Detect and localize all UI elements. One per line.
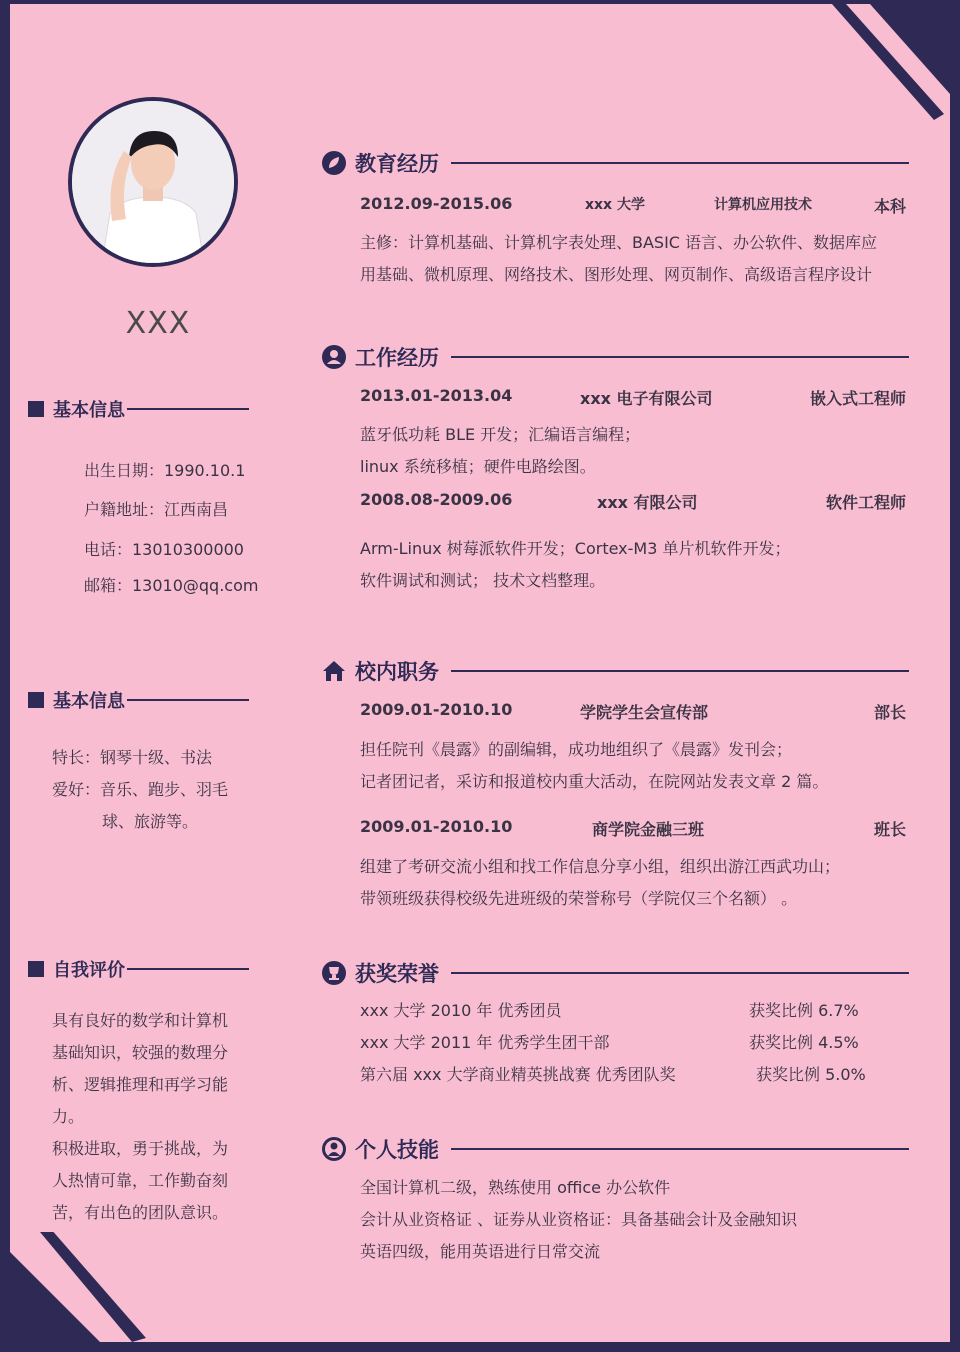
- skill-line: 全国计算机二级，熟练使用 office 办公软件: [360, 1178, 671, 1197]
- person-badge-icon: [320, 343, 348, 371]
- work-row: [360, 386, 906, 408]
- candidate-name: XXX: [125, 306, 191, 341]
- self-eval-line: 人热情可靠，工作勤奋刻: [52, 1171, 229, 1190]
- post-desc-line: 记者团记者，采访和报道校内重大活动，在院网站发表文章 2 篇。: [360, 772, 829, 791]
- heading-rule: [451, 972, 909, 974]
- section-heading-work: [320, 340, 909, 374]
- home-icon: [320, 657, 348, 685]
- job-desc-line: linux 系统移植；硬件电路绘图。: [360, 457, 596, 476]
- skill-line: 英语四级，能用英语进行日常交流: [360, 1242, 601, 1261]
- square-bullet-icon: [28, 401, 44, 417]
- job-role: 软件工程师: [825, 493, 906, 512]
- sidebar-heading-self: [28, 957, 249, 981]
- award-ratio: 获奖比例 4.5%: [749, 1033, 859, 1052]
- heading-rule: [451, 162, 909, 164]
- sidebar-heading-extra: [28, 688, 249, 712]
- award-name: xxx 大学 2011 年 优秀学生团干部: [360, 1033, 610, 1052]
- leaf-icon: [320, 149, 348, 177]
- work-row: [360, 490, 906, 512]
- post-desc-line: 担任院刊《晨露》的副编辑，成功地组织了《晨露》发刊会；: [360, 740, 793, 759]
- award-name: 第六届 xxx 大学商业精英挑战赛 优秀团队奖: [360, 1065, 676, 1084]
- post-period: 2009.01-2010.10: [360, 817, 513, 836]
- phone: 电话：13010300000: [84, 540, 244, 559]
- self-eval-line: 力。: [52, 1107, 85, 1126]
- hobby-line-2: 球、旅游等。: [102, 812, 199, 831]
- job-role: 嵌入式工程师: [809, 389, 906, 408]
- heading-text: 个人技能: [355, 1138, 439, 1162]
- education-school: xxx 大学: [585, 197, 645, 213]
- hobby-line-1: 爱好：音乐、跑步、羽毛: [52, 780, 229, 799]
- heading-text: 教育经历: [355, 152, 439, 176]
- user-icon: [320, 1135, 348, 1163]
- specialty: 特长：钢琴十级、书法: [52, 748, 213, 767]
- profile-photo: [68, 97, 238, 267]
- award-name: xxx 大学 2010 年 优秀团员: [360, 1001, 562, 1020]
- post-role: 班长: [873, 820, 906, 839]
- square-bullet-icon: [28, 961, 44, 977]
- heading-rule: [127, 408, 249, 410]
- education-row: [360, 194, 906, 216]
- section-heading-awards: [320, 956, 909, 990]
- email: 邮箱：13010@qq.com: [84, 576, 259, 595]
- heading-rule: [127, 699, 249, 701]
- heading-rule: [451, 670, 909, 672]
- resume-page: [10, 4, 950, 1342]
- post-role: 部长: [873, 703, 906, 722]
- campus-row: [360, 700, 906, 722]
- award-ratio: 获奖比例 5.0%: [756, 1065, 866, 1084]
- heading-rule: [127, 968, 249, 970]
- job-desc-line: 蓝牙低功耗 BLE 开发；汇编语言编程；: [360, 425, 641, 444]
- corner-decoration-bottom-left: [10, 1232, 150, 1342]
- job-desc-line: Arm-Linux 树莓派软件开发；Cortex-M3 单片机软件开发；: [360, 539, 791, 558]
- heading-text: 基本信息: [53, 400, 125, 421]
- section-heading-education: [320, 146, 909, 180]
- trophy-icon: [320, 959, 348, 987]
- award-ratio: 获奖比例 6.7%: [749, 1001, 859, 1020]
- post-desc-line: 带领班级获得校级先进班级的荣誉称号（学院仅三个名额） 。: [360, 889, 798, 908]
- job-company: xxx 有限公司: [597, 493, 698, 512]
- post-desc-line: 组建了考研交流小组和找工作信息分享小组，组织出游江西武功山；: [360, 857, 841, 876]
- hometown: 户籍地址：江西南昌: [84, 500, 229, 519]
- self-eval-line: 析、逻辑推理和再学习能: [52, 1075, 229, 1094]
- self-eval-line: 具有良好的数学和计算机: [52, 1011, 229, 1030]
- self-eval-line: 苦，有出色的团队意识。: [52, 1203, 229, 1222]
- skill-line: 会计从业资格证 、证券从业资格证：具备基础会计及金融知识: [360, 1210, 798, 1229]
- education-desc-line-1: 主修：计算机基础、计算机字表处理、BASIC 语言、办公软件、数据库应: [360, 233, 878, 252]
- heading-text: 获奖荣誉: [355, 962, 439, 986]
- heading-text: 自我评价: [53, 960, 125, 981]
- post-org: 商学院金融三班: [592, 820, 705, 839]
- heading-text: 工作经历: [355, 346, 439, 370]
- person-avatar-icon: [72, 101, 234, 263]
- square-bullet-icon: [28, 692, 44, 708]
- education-desc-line-2: 用基础、微机原理、网络技术、图形处理、网页制作、高级语言程序设计: [360, 265, 873, 284]
- education-degree: 本科: [873, 197, 906, 216]
- corner-decoration-top-right: [810, 4, 950, 124]
- job-company: xxx 电子有限公司: [580, 389, 713, 408]
- self-eval-line: 积极进取，勇于挑战，为: [52, 1139, 229, 1158]
- birth-date: 出生日期：1990.10.1: [84, 461, 246, 480]
- section-heading-skills: [320, 1132, 909, 1166]
- education-major: 计算机应用技术: [714, 197, 812, 213]
- heading-rule: [451, 1148, 909, 1150]
- campus-row: [360, 817, 906, 839]
- education-period: 2012.09-2015.06: [360, 194, 513, 213]
- post-org: 学院学生会宣传部: [580, 703, 709, 722]
- section-heading-campus: [320, 654, 909, 688]
- sidebar-heading-basic: [28, 397, 249, 421]
- job-period: 2008.08-2009.06: [360, 490, 513, 509]
- job-desc-line: 软件调试和测试； 技术文档整理。: [360, 571, 606, 590]
- heading-rule: [451, 356, 909, 358]
- post-period: 2009.01-2010.10: [360, 700, 513, 719]
- heading-text: 基本信息: [53, 691, 125, 712]
- job-period: 2013.01-2013.04: [360, 386, 513, 405]
- self-eval-line: 基础知识，较强的数理分: [52, 1043, 229, 1062]
- heading-text: 校内职务: [355, 660, 439, 684]
